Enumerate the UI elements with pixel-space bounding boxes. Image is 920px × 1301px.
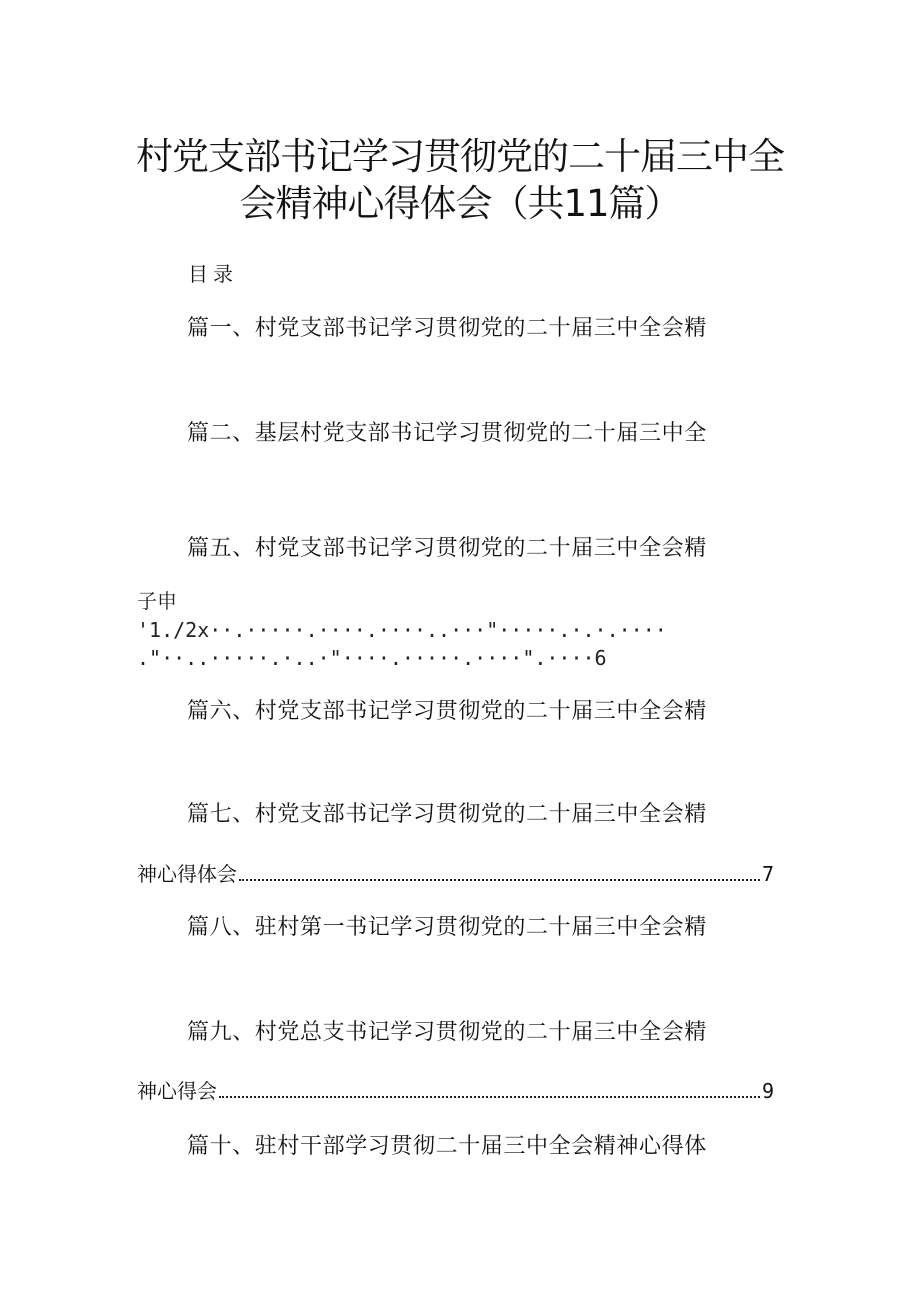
toc-entry-6[interactable]: 篇六、村党支部书记学习贯彻党的二十届三中全会精 [187, 699, 707, 724]
toc-entry-7-continuation-text: 神心得体会 [137, 862, 237, 886]
toc-entry-7[interactable]: 篇七、村党支部书记学习贯彻党的二十届三中全会精 [187, 802, 707, 827]
garbled-text-line-3: ."··..·····.·..·"····.·····.····".····6 [137, 646, 607, 670]
toc-entry-9-page-number: 9 [761, 1079, 774, 1103]
toc-entry-1[interactable]: 篇一、村党支部书记学习贯彻党的二十届三中全会精 [187, 316, 707, 341]
garbled-text-line-2: '1./2x··.·····.····.····..···"·····.·.·.···· [137, 618, 667, 642]
toc-entry-2[interactable]: 篇二、基层村党支部书记学习贯彻党的二十届三中全 [187, 421, 707, 446]
toc-heading: 目录 [188, 262, 238, 286]
toc-entry-9[interactable]: 篇九、村党总支书记学习贯彻党的二十届三中全会精 [187, 1020, 707, 1045]
toc-entry-9-continuation[interactable] [137, 1073, 774, 1105]
toc-entry-7-continuation[interactable] [137, 856, 774, 888]
toc-entry-8[interactable]: 篇八、驻村第一书记学习贯彻党的二十届三中全会精 [187, 915, 707, 940]
toc-entry-7-page-number: 7 [761, 862, 774, 886]
toc-entry-9-continuation-text: 神心得会 [137, 1079, 217, 1103]
garbled-text-line-1: 子申 [137, 589, 177, 613]
document-title-line-2: 会精神心得体会（共11篇） [239, 182, 681, 225]
toc-entry-10[interactable]: 篇十、驻村干部学习贯彻二十届三中全会精神心得体 [187, 1134, 707, 1159]
document-title-line-1: 村党支部书记学习贯彻党的二十届三中全 [136, 135, 784, 178]
dot-leader [239, 879, 760, 881]
toc-entry-5[interactable]: 篇五、村党支部书记学习贯彻党的二十届三中全会精 [187, 536, 707, 561]
dot-leader [219, 1096, 760, 1098]
